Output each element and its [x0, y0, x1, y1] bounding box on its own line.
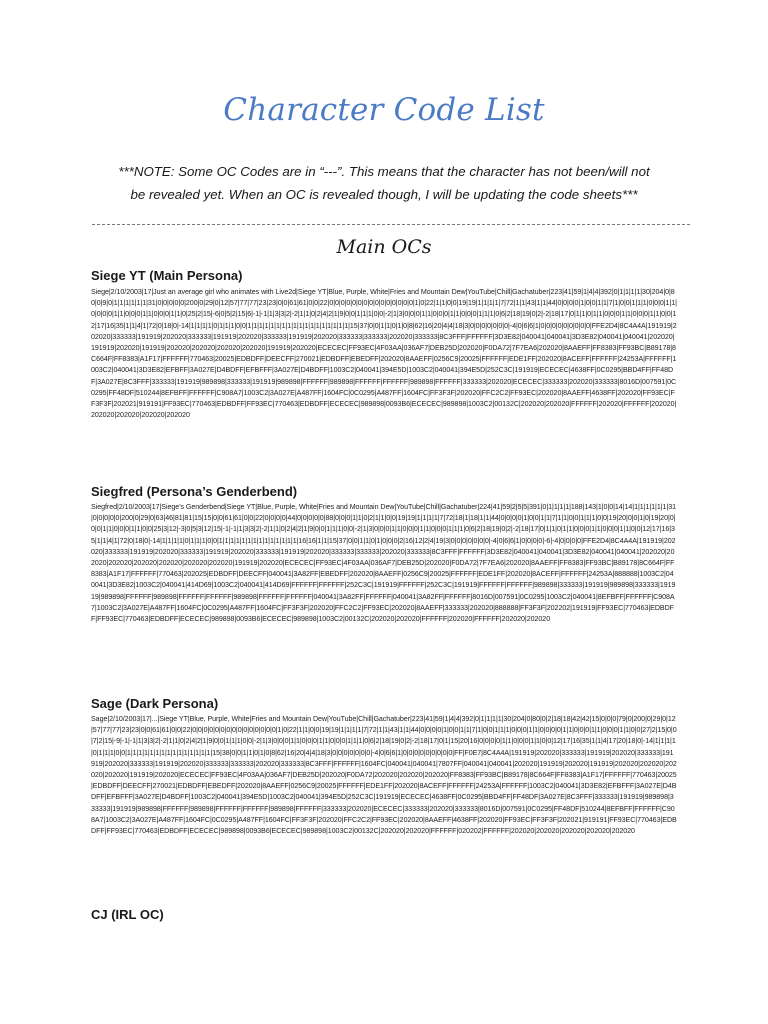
section-heading: Main OCs	[336, 236, 432, 258]
character-heading: Siegfred (Persona’s Genderbend)	[91, 484, 298, 499]
document-title: Character Code List	[223, 92, 545, 128]
character-code: Siege|2/10/2003|17|Just an average girl who animates with Live2d|Siege YT|Blue, Purple, White|Fries and Mountain Dew|YouTube|Chill|Gachatuber|223|41|59|1|4|4|392|0|1|1|1|1|30|204|0|80|0|9|0|1|1|1|1|1|1|31|0|0|0|0|0|200|0|29|0|12|57|77|77|23|23|0|0|61|61|0|0|22|0|0|0|0|0|0|0|0|0|0|0|0|0|0|0|1|0|22|1|1|0|0|19|19|1|1|1|1|7|72|1|1|43|1|1|44|0|0|0|0|1|0|0|1|1|7|1|0|0|1|1|1|0|0|0|1|1|0|0|0|0|1|1|0|0|0|1|1|0|0|0|1|1|0|25|2|15|-6|0|5|2|15|6|-1|-1|1|3|3|2|-2|1|1|0|2|4|2|1|9|0|0|1|1|1|0|0|-2|1|3|0|0|0|1|1|0|0|0|1|1|0|0|0|1|1|1|0|6|2|18|19|0|2|-2|18|17|0|1|1|0|1|1|0|0|0|1|1|0|0|0|1|1|0|0|12|17|16|35|1|1|4|1|72|0|18|0|-14|1|1|1|1|0|1|1|1|0|0|1|1|1|1|1|1|1|1|1|1|1|1|1|1|1|1|1|1|15|37|0|0|1|1|0|1|0|8|62|16|20|4|4|18|3|0|0|0|0|0|0|0|-4|0|6|6|1|0|0|0|0|0|0|0|0|0|FFE2D4|8C4A4A|191919|202020|333333|191919|202020|333333|191919|202020|333333|191919|202020|333333|333333|202020|333333|8C3FFF|FFFFFF|3D3E82|040041|040041|3D3E82|040041|040041|202020|191919|202020|191919|202020|202020|202020|202020|191919|202020|ECECEC|FF93EC|4F03AA|036AF7|DEB25D|202020|F0DA72|7F7EA6|202020|8AAEFF|FF8383|FF93BC|B89178|8C664F|FF8383|A1F17|FFFFFF|770463|20025|EDBDFF|DEECFF|270021|EDBDFF|EBEDFF|202020|8AAEFF|0256C9|20025|FFFFFF|EDE1FF|202020|8ACEFF|FFFFFF|24253A|FFFFFF|1003C2|040041|3D3E82|EFBFF|3A027E|D4BDFF|EFBFFF|3A027E|D4BDFF|1003C2|040041|394E5D|1003C2|040041|394E5D|252C3C|191919|ECECEC|4638FF|0C0295|BBD4FF|FF48DF|3A027E|8C3FFF|333333|191919|989898|333333|191919|989898|FFFFFF|989898|FFFFFF|FFFFFF|989898|FFFFFF|333333|202020|ECECEC|333333|202020|333333|8016D|007591|0C0295|FF48DF|510244|8EFBFF|FFFFFF|C908A7|1003C2|3A027E|A487FF|1604FC|0C0295|A487FF|1604FC|FF3F3F|202020|FFC2C2|FF93EC|202020|8AAEFF|4638FF|202020|FF93EC|FF3F3F|202021|919191|FF93EC|770463|EDBDFF|FF93EC|770463|EDBDFF|ECECEC|989898|0093B6|ECECEC|989898|1003C2|00132C|202020|202020|FFFFFF|202020|FFFFFF|202020|202020|202020|202020|202020	[91, 288, 677, 420]
note-paragraph	[70, 160, 698, 206]
character-code: Sage|2/10/2003|17|...|Siege YT|Blue, Purple, White|Fries and Mountain Dew|YouTube|Chill|Gachatuber|223|41|59|1|4|4|392|0|1|1|1|1|30|204|0|80|0|2|18|18|42|42|15|0|0|0|79|0|200|0|29|0|12|57|77|77|23|23|0|0|61|61|0|0|22|0|0|0|0|0|0|0|0|0|0|0|0|0|0|0|1|0|22|1|1|0|0|19|19|1|1|1|1|7|72|1|1|43|1|1|44|0|0|0|0|1|0|0|1|1|7|1|0|0|1|1|1|0|0|0|1|1|0|0|0|0|1|1|0|0|0|1|1|0|0|0|1|1|0|0|27|2|15|0|0|7|2|15|-9|-1|-1|1|3|3|2|-2|1|1|0|2|4|2|1|9|0|0|1|1|1|0|0|-2|1|3|0|0|0|1|1|0|0|0|1|1|0|0|0|1|1|1|0|6|2|18|19|0|2|-2|18|17|0|1|15|20|16|0|0|0|0|1|1|0|0|0|1|1|0|0|12|17|16|35|1|1|4|17|20|18|0|-14|1|1|1|1|0|1|1|1|0|0|1|1|1|1|1|1|1|1|1|1|1|1|1|1|1|15|38|0|0|1|1|0|1|0|8|62|16|20|4|4|18|3|0|0|0|0|0|0|0|-4|0|6|6|1|0|0|0|0|0|0|0|0|0|FF|F0E7|8C4A4A|191919|202020|333333|191919|202020|333333|191919|202020|333333|191919|202020|333333|333333|202020|333333|8C3FFF|FFFFFF|1604FC|040041|040041|7807FF|040041|040041|202020|191919|202020|191919|202020|202020|202020|202020|191919|202020|ECECEC|FF93EC|4F03AA|036AF7|DEB25D|202020|F0DA72|202020|202020|202020|FF8383|FF93BC|B89178|8C664F|FF8383|A1F17|FFFFFF|770463|20025|EDBDFF|DEECFF|270021|EDBDFF|EBEDFF|202020|8AAEFF|0256C9|20025|FFFFFF|EDE1FF|202020|8ACEFF|FFFFFF|24253A|FFFFFF|1003C2|040041|3D3E82|EFBFFF|3A027E|D4BDFF|EFBFFF|3A027E|D4BDFF|1003C2|040041|394E5D|1003C2|040041|394E5D|252C3C|191919|ECECEC|4638FF|0C0295|BBD4FF|FF48DF|3A027E|8C3FFF|333333|191919|989898|333333|191919|989898|FFFFFF|989898|FFFFFF|FFFFFF|989898|FFFFFF|333333|202020|ECECEC|333333|202020|333333|8016D|007591|0C0295|FF48DF|510244|8EFBFF|FFFFFF|C908A7|1003C2|3A027E|A487FF|1604FC|0C0295|A487FF|1604FC|FF3F3F|202020|FFC2C2|FF93EC|202020|8AAEFF|4638FF|202020|FF93EC|FF3F3F|202021|919191|FF93EC|770463|EDBDFF|FF93EC|770463|EDBDFF|ECECEC|989898|0093B6|ECECEC|989898|1003C2|00132C|202020|202020|FFFFFF|020202|FFFFFF|202020|202020|202020|202020|202020	[91, 715, 677, 836]
character-heading: Sage (Dark Persona)	[91, 696, 219, 711]
dashed-divider	[92, 224, 690, 225]
note-line: be revealed yet. When an OC is revealed though, I will be updating the code sheets***	[130, 187, 638, 202]
note-line: ***NOTE: Some OC Codes are in “---”. This means that the character has not been/will not	[118, 164, 650, 179]
character-code: Siegfred|2/10/2003|17|Siege's Genderbend|Siege YT|Blue, Purple, White|Fries and Mountain Dew|YouTube|Chill|Gachatuber|224|41|59|2|5|5|391|0|1|1|1|1|188|143|1|0|0|14|14|1|1|1|1|1|1|31|0|0|0|0|0|200|0|29|0|63|46|81|81|15|15|0|0|61|61|0|0|22|0|0|0|0|44|0|0|0|0|0|88|0|0|0|1|1|0|2|1|1|0|0|19|19|1|1|1|1|7|72|18|1|18|1|1|44|0|0|0|0|1|0|0|1|1|7|1|1|0|0|1|1|1|0|0|19|20|0|0|1|0|19|20|0|0|0|1|1|0|0|0|1|1|0|0|25|3|12|-3|0|5|3|12|15|-1|-1|1|3|3|2|-2|1|1|0|2|4|2|1|9|0|0|1|1|1|0|0|-2|1|3|0|0|0|1|1|0|0|0|1|1|0|0|0|1|1|1|0|6|2|18|19|0|2|-2|18|17|0|1|1|0|1|1|0|0|0|1|1|0|0|0|1|1|0|0|12|17|16|35|1|1|4|1|72|0|18|0|-14|1|1|1|1|0|1|1|1|0|0|1|1|1|1|1|1|1|1|1|1|1|1|1|1|16|16|1|1|15|37|0|0|1|1|0|1|0|0|0|2|16|12|2|4|19|3|0|0|0|0|0|0|0|-4|0|6|6|1|0|0|0|0|-6|-4|0|0|0|0|FFE2D4|8C4A4A|191919|202020|333333|191919|202020|333333|191919|202020|333333|191919|202020|333333|333333|202020|333333|8C3FFF|FFFFFF|3D3E82|040041|040041|3D3E82|040041|040041|202020|202020|202020|202020|202020|202020|202020|191919|202020|ECECEC|FF93EC|4F03AA|036AF7|DEB25D|202020|F0DA72|7F7EA6|202020|8AAEFF|FF8383|FF93BC|B89178|8C664F|FF8383|A1F17|FFFFFF|770463|202025|EDBDFF|DEECFF|040041|3A82FF|EBEDFF|202020|8AAEFF|0256C9|20025|FFFFFF|EDE1FF|202020|8ACEFF|FFFFFF|24253A|888888|1003C2|040041|3D3E82|1003C2|040041|414D69|1003C2|040041|414D69|FFFFFF|FFFFFF|252C3C|191919|FFFFFF|252C3C|191919|FFFFFF|FFFFFF|989898|333333|191919|989898|333333|191919|989898|FFFFFF|989898|FFFFFF|FFFFFF|989898|FFFFFF|FFFFFF|040041|3A82FF|FFFFFF|040041|3A82FF|FFFFFF|8016D|007591|0C0295|1003C2|040041|8EFBFF|FFFFFF|C908A7|1003C2|3A027E|A487FF|1604FC|0C0295|A487FF|1604FC|FF3F3F|202020|FFC2C2|FF93EC|202020|8AAEFF|333333|202020|888888|FF3F3F|202202|191919|FF93EC|770463|EDBDFF|FF93EC|770463|EDBDFF|ECECEC|989898|0093B6|ECECEC|989898|1003C2|00132C|202020|202020|FFFFFF|202020|FFFFFF|202020|202020	[91, 503, 676, 624]
character-heading: Siege YT (Main Persona)	[91, 268, 243, 283]
character-heading: CJ (IRL OC)	[91, 907, 164, 922]
